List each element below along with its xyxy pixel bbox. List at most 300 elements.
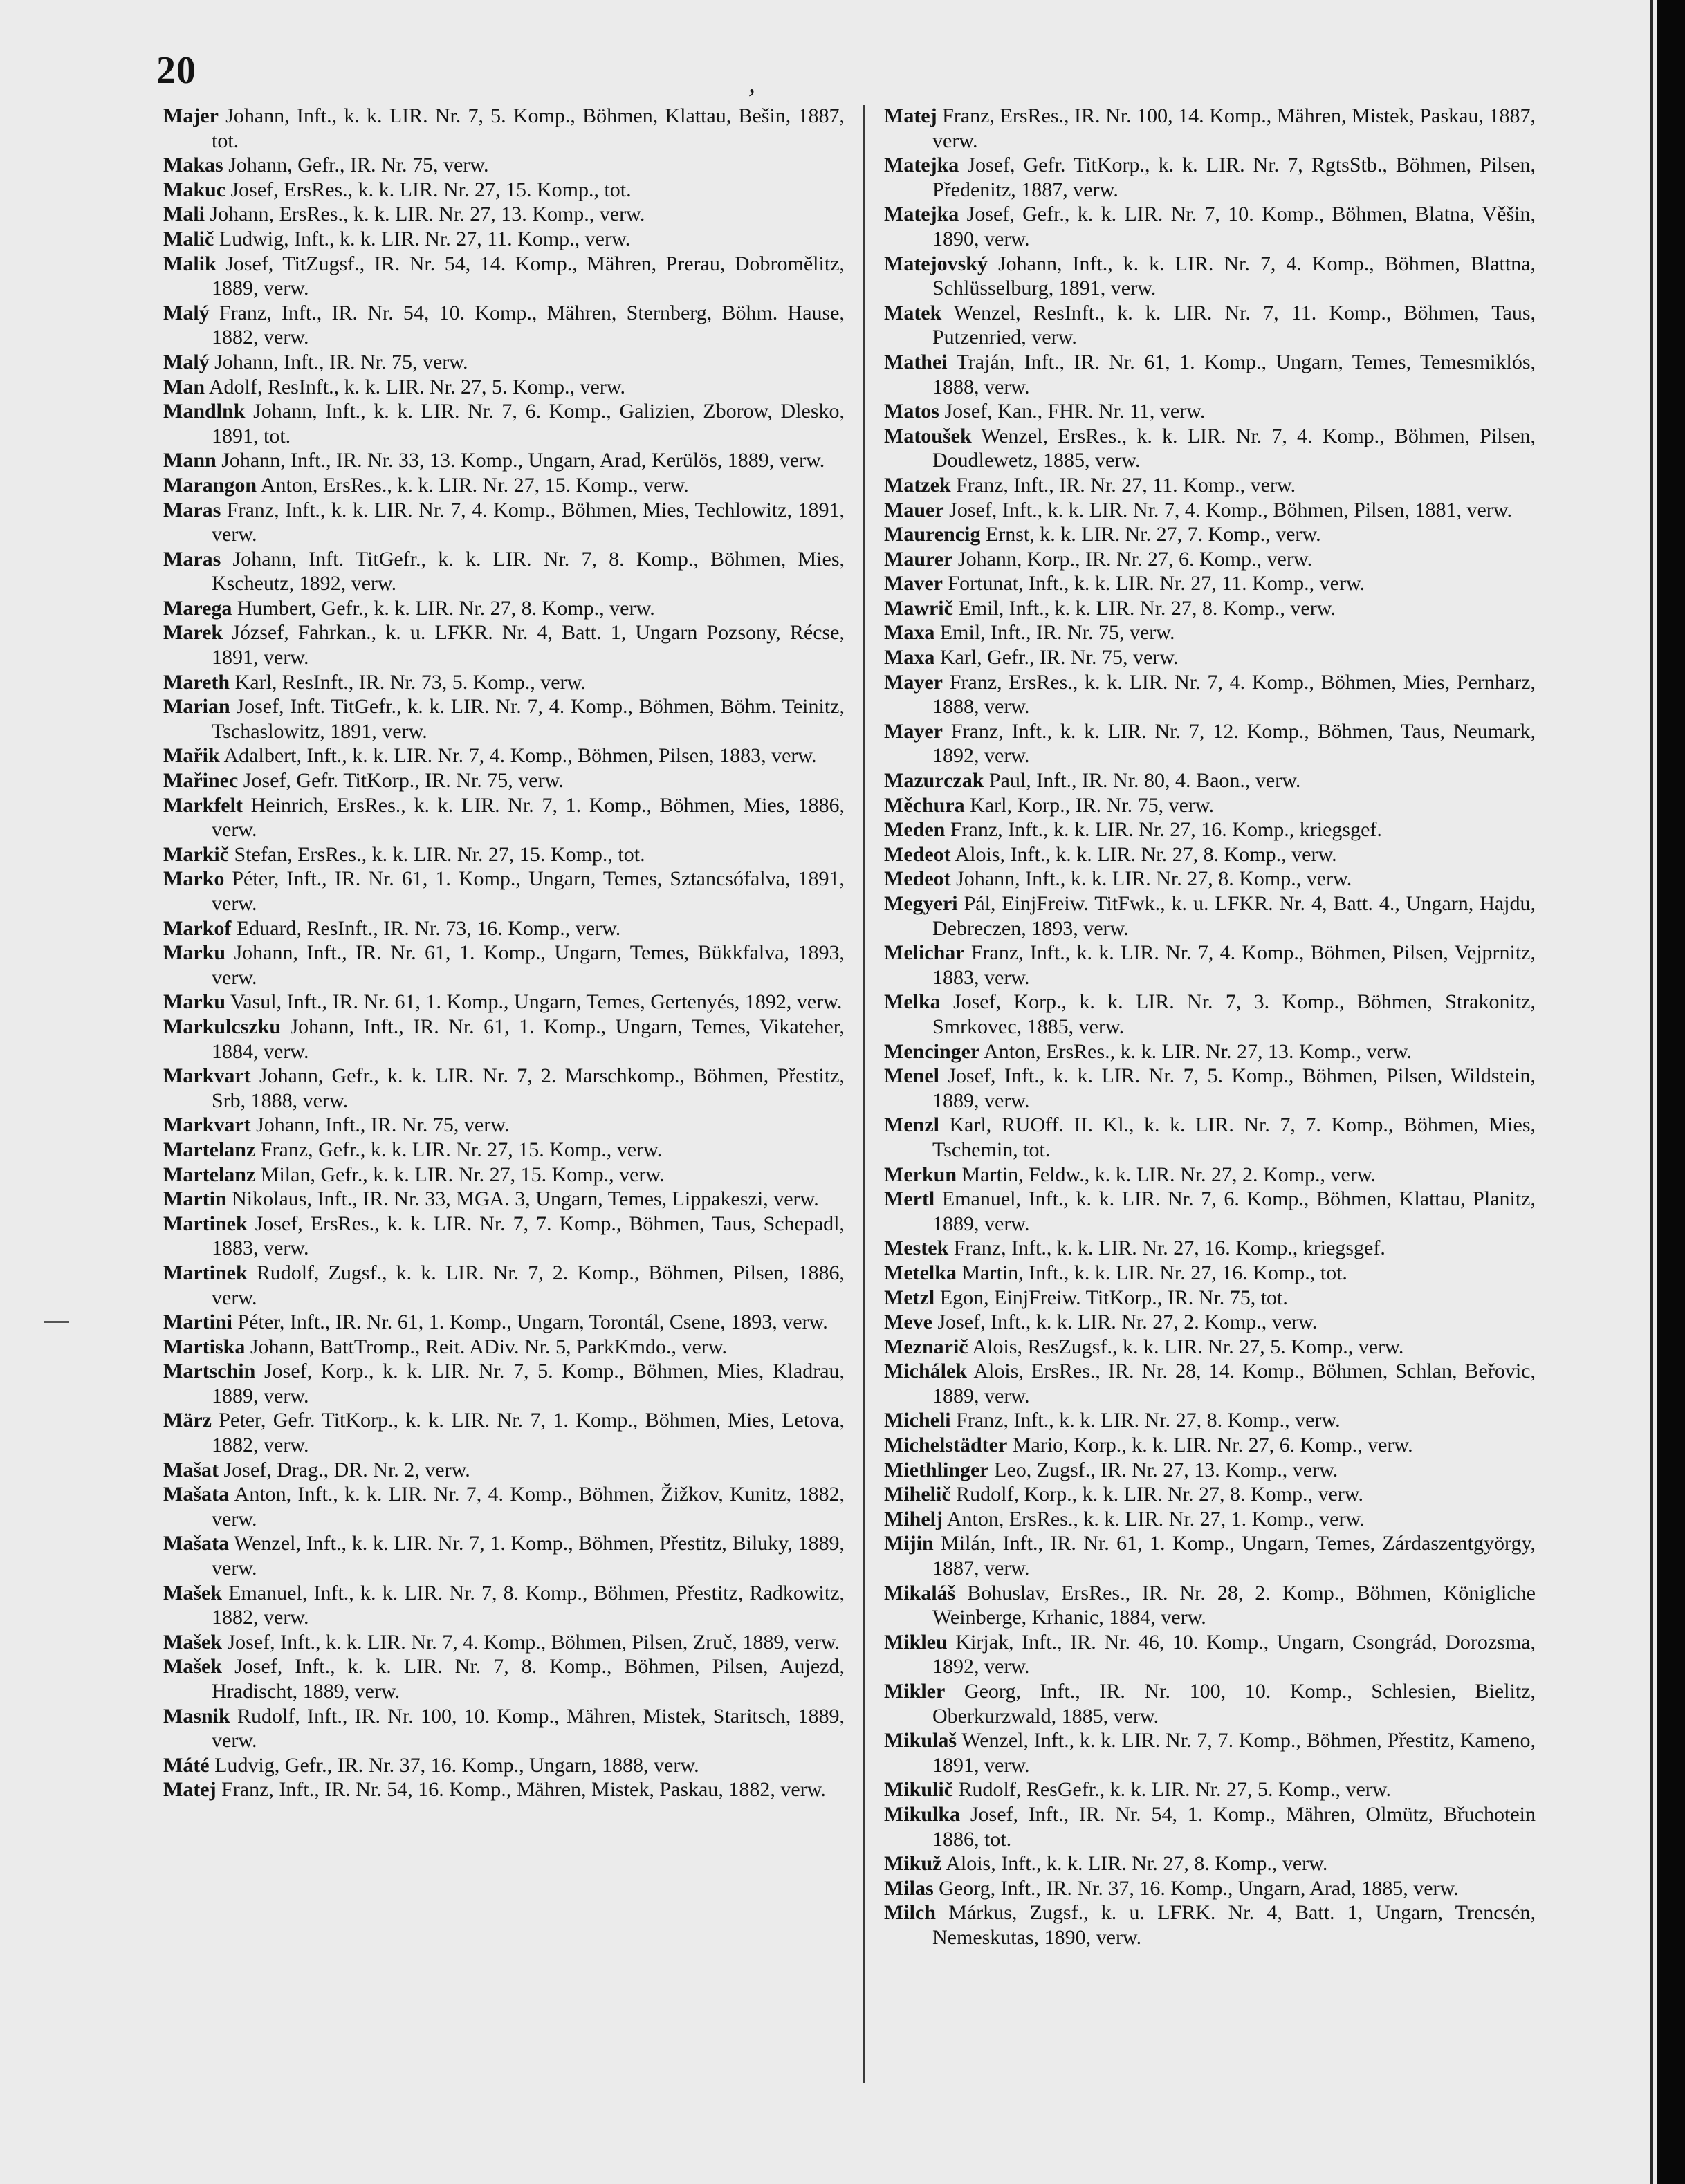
entry-details: Fortunat, Inft., k. k. LIR. Nr. 27, 11. Komp., verw. (948, 572, 1365, 595)
list-item (163, 620, 845, 669)
entry-surname: Martiska (163, 1335, 246, 1358)
entry-details: Josef, ErsRes., k. k. LIR. Nr. 27, 15. Komp., tot. (230, 178, 632, 201)
entry-details: Ludwig, Inft., k. k. LIR. Nr. 27, 11. Komp., verw. (219, 227, 631, 250)
list-item (884, 1113, 1536, 1162)
entry-details: Péter, Inft., IR. Nr. 61, 1. Komp., Ungarn, Temes, Sztancsófalva, 1891, verw. (212, 867, 845, 915)
entry-details: Emil, Inft., k. k. LIR. Nr. 27, 8. Komp., verw. (958, 596, 1336, 620)
list-item (884, 1408, 1536, 1433)
entry-details: Josef, Inft., k. k. LIR. Nr. 7, 8. Komp., Böhmen, Pilsen, Aujezd, Hradischt, 1889, verw. (212, 1655, 845, 1703)
list-item (884, 1163, 1536, 1187)
entry-details: Mario, Korp., k. k. LIR. Nr. 27, 6. Komp., verw. (1012, 1434, 1413, 1457)
entry-surname: Marangon (163, 473, 257, 497)
entry-details: Wenzel, ErsRes., k. k. LIR. Nr. 7, 4. Komp., Böhmen, Pilsen, Doudlewetz, 1885, verw. (932, 424, 1536, 472)
list-item (163, 473, 845, 498)
entry-surname: Michelstädter (884, 1434, 1008, 1457)
list-item (884, 990, 1536, 1039)
list-item (884, 350, 1536, 399)
entry-surname: Martini (163, 1311, 232, 1334)
entry-surname: Matejka (884, 203, 959, 226)
entry-surname: Matejovský (884, 252, 988, 275)
list-item (163, 1261, 845, 1310)
entry-details: Johann, Inft., IR. Nr. 61, 1. Komp., Ungarn, Temes, Bükkfalva, 1893, verw. (212, 941, 845, 989)
entry-details: Wenzel, Inft., k. k. LIR. Nr. 7, 1. Komp., Böhmen, Přestitz, Biluky, 1889, verw. (212, 1532, 845, 1580)
entry-details: Alois, Inft., k. k. LIR. Nr. 27, 8. Komp., verw. (955, 842, 1337, 866)
entry-details: Franz, Inft., k. k. LIR. Nr. 7, 4. Komp., Böhmen, Pilsen, Vejprnitz, 1883, verw. (932, 941, 1536, 989)
right-column (884, 104, 1536, 1950)
entry-details: Emanuel, Inft., k. k. LIR. Nr. 7, 8. Komp., Böhmen, Přestitz, Radkowitz, 1882, verw. (212, 1581, 845, 1629)
entry-details: Kirjak, Inft., IR. Nr. 46, 10. Komp., Ungarn, Csongrád, Dorozsma, 1892, verw. (932, 1630, 1536, 1678)
list-item (884, 670, 1536, 719)
entry-details: Johann, Inft., k. k. LIR. Nr. 7, 4. Komp., Böhmen, Blattna, Schlüsselburg, 1891, verw. (932, 252, 1536, 300)
entry-surname: Mencinger (884, 1039, 980, 1063)
entry-surname: Meden (884, 818, 946, 842)
entry-surname: Markfelt (163, 793, 243, 817)
entry-details: Josef, Inft., IR. Nr. 54, 1. Komp., Mähren, Olmütz, Břuchotein 1886, tot. (932, 1802, 1536, 1851)
entry-surname: Matej (163, 1778, 217, 1802)
scan-border (1657, 0, 1685, 2184)
entry-details: Franz, ErsRes., k. k. LIR. Nr. 7, 4. Komp., Böhmen, Mies, Pernharz, 1888, verw. (932, 670, 1536, 719)
entry-details: Josef, Korp., k. k. LIR. Nr. 7, 3. Komp., Böhmen, Strakonitz, Smrkovec, 1885, verw. (932, 990, 1536, 1038)
list-item (163, 547, 845, 596)
entry-details: Josef, Inft., k. k. LIR. Nr. 27, 2. Komp., verw. (937, 1311, 1318, 1334)
entry-surname: Martinek (163, 1261, 248, 1284)
entry-details: Stefan, ErsRes., k. k. LIR. Nr. 27, 15. Komp., tot. (234, 842, 645, 866)
list-item (163, 1310, 845, 1335)
entry-details: Humbert, Gefr., k. k. LIR. Nr. 27, 8. Komp., verw. (237, 596, 655, 620)
entry-details: Johann, Gefr., k. k. LIR. Nr. 7, 2. Marschkomp., Böhmen, Přestitz, Srb, 1888, verw. (212, 1064, 845, 1112)
entry-details: Nikolaus, Inft., IR. Nr. 33, MGA. 3, Ungarn, Temes, Lippakeszi, verw. (232, 1187, 819, 1211)
entry-details: Josef, Inft., k. k. LIR. Nr. 7, 4. Komp., Böhmen, Pilsen, Zruč, 1889, verw. (227, 1630, 840, 1654)
entry-details: Egon, EinjFreiw. TitKorp., IR. Nr. 75, tot. (939, 1286, 1288, 1309)
list-item (163, 153, 845, 178)
entry-details: Josef, ErsRes., k. k. LIR. Nr. 7, 7. Komp., Böhmen, Taus, Schepadl, 1883, verw. (212, 1212, 845, 1260)
list-item (884, 399, 1536, 424)
list-item (163, 596, 845, 621)
entry-details: Emanuel, Inft., k. k. LIR. Nr. 7, 6. Komp., Böhmen, Klattau, Planitz, 1889, verw. (932, 1187, 1536, 1235)
list-item (884, 891, 1536, 941)
entry-surname: Miethlinger (884, 1458, 989, 1481)
entry-surname: Mikler (884, 1680, 946, 1703)
list-item (884, 1728, 1536, 1777)
list-item (884, 1261, 1536, 1286)
list-item (163, 202, 845, 227)
entry-surname: Mathei (884, 350, 948, 373)
entry-surname: Mašek (163, 1581, 222, 1604)
entry-details: Emil, Inft., IR. Nr. 75, verw. (939, 621, 1175, 645)
entry-surname: Máté (163, 1753, 210, 1777)
entry-details: Alois, ErsRes., IR. Nr. 28, 14. Komp., Böhmen, Schlan, Beřovic, 1889, verw. (932, 1360, 1536, 1407)
entry-details: Ludvig, Gefr., IR. Nr. 37, 16. Komp., Ungarn, 1888, verw. (214, 1753, 699, 1777)
entry-surname: Martin (163, 1187, 227, 1211)
entry-surname: Melka (884, 990, 941, 1014)
entry-surname: Mikulka (884, 1802, 961, 1826)
entry-details: Johann, Inft., IR. Nr. 61, 1. Komp., Ungarn, Temes, Vikateher, 1884, verw. (212, 1015, 845, 1063)
entry-surname: Malý (163, 301, 210, 324)
entry-surname: Makuc (163, 178, 225, 201)
list-item (163, 498, 845, 547)
entry-surname: Mikuž (884, 1852, 942, 1876)
list-item (163, 1482, 845, 1531)
list-item (163, 1408, 845, 1457)
entry-details: Bohuslav, ErsRes., IR. Nr. 28, 2. Komp., Böhmen, Königliche Weinberge, Krhanic, 1884, verw. (932, 1581, 1536, 1629)
entry-surname: Medeot (884, 867, 951, 891)
entry-surname: Mašat (163, 1458, 219, 1481)
list-item (884, 1876, 1536, 1901)
list-item (163, 399, 845, 448)
entry-surname: Markof (163, 916, 232, 940)
list-item (163, 990, 845, 1015)
entry-details: Josef, Korp., k. k. LIR. Nr. 7, 5. Komp., Böhmen, Mies, Kladrau, 1889, verw. (212, 1360, 845, 1407)
list-item (163, 1458, 845, 1483)
entry-surname: Mašek (163, 1655, 222, 1678)
list-item (163, 104, 845, 153)
entry-details: Josef, TitZugsf., IR. Nr. 54, 14. Komp., Mähren, Prerau, Dobromělitz, 1889, verw. (212, 252, 845, 300)
entry-details: Rudolf, Korp., k. k. LIR. Nr. 27, 8. Komp., verw. (956, 1483, 1363, 1506)
entry-details: József, Fahrkan., k. u. LFKR. Nr. 4, Batt. 1, Ungarn Pozsony, Récse, 1891, verw. (212, 621, 845, 669)
list-item (163, 1581, 845, 1630)
list-item (884, 1458, 1536, 1483)
list-item (884, 620, 1536, 645)
page-number: 20 (156, 49, 196, 92)
entry-details: Ernst, k. k. LIR. Nr. 27, 7. Komp., verw. (985, 523, 1321, 546)
entry-details: Karl, RUOff. II. Kl., k. k. LIR. Nr. 7, 7. Komp., Böhmen, Mies, Tschemin, tot. (932, 1113, 1536, 1161)
entry-surname: Marku (163, 941, 225, 965)
list-item (884, 1581, 1536, 1630)
list-item (884, 1286, 1536, 1311)
entry-details: Paul, Inft., IR. Nr. 80, 4. Baon., verw. (988, 769, 1301, 793)
entry-surname: Majer (163, 104, 219, 127)
entry-surname: Mihelič (884, 1483, 951, 1506)
entry-details: Franz, Inft., IR. Nr. 54, 10. Komp., Mähren, Sternberg, Böhm. Hause, 1882, verw. (212, 301, 845, 349)
entry-details: Josef, Gefr., k. k. LIR. Nr. 7, 10. Komp., Böhmen, Blatna, Věšin, 1890, verw. (932, 203, 1536, 250)
entry-surname: Merkun (884, 1163, 957, 1186)
entry-surname: Maxa (884, 621, 935, 645)
entry-details: Franz, Inft., IR. Nr. 27, 11. Komp., verw. (956, 473, 1296, 497)
entry-surname: Martschin (163, 1360, 256, 1383)
list-item (163, 448, 845, 473)
list-item (163, 301, 845, 350)
entry-details: Wenzel, ResInft., k. k. LIR. Nr. 7, 11. Komp., Böhmen, Taus, Putzenried, verw. (932, 301, 1536, 349)
entry-details: Johann, Inft., k. k. LIR. Nr. 7, 6. Komp., Galizien, Zborow, Dlesko, 1891, tot. (212, 400, 845, 447)
entry-details: Péter, Inft., IR. Nr. 61, 1. Komp., Ungarn, Torontál, Csene, 1893, verw. (237, 1311, 828, 1334)
list-item (884, 1335, 1536, 1360)
entry-details: Josef, Gefr. TitKorp., IR. Nr. 75, verw. (243, 769, 564, 793)
list-item (884, 473, 1536, 498)
list-item (884, 1531, 1536, 1580)
list-item (884, 1236, 1536, 1261)
entry-surname: Mašek (163, 1630, 222, 1654)
list-item (884, 793, 1536, 818)
entry-details: Rudolf, Zugsf., k. k. LIR. Nr. 7, 2. Komp., Böhmen, Pilsen, 1886, verw. (212, 1261, 845, 1309)
entry-surname: Micheli (884, 1409, 951, 1432)
entry-details: Martin, Inft., k. k. LIR. Nr. 27, 16. Komp., tot. (961, 1261, 1347, 1284)
list-item (163, 1531, 845, 1580)
entry-details: Franz, Gefr., k. k. LIR. Nr. 27, 15. Komp., verw. (260, 1138, 663, 1161)
entry-surname: Meznarič (884, 1335, 968, 1358)
entry-details: Josef, Inft., k. k. LIR. Nr. 7, 5. Komp., Böhmen, Pilsen, Wildstein, 1889, verw. (932, 1064, 1536, 1112)
list-item (163, 1163, 845, 1187)
entry-surname: Melichar (884, 941, 965, 965)
list-item (163, 916, 845, 941)
entry-surname: Mašata (163, 1483, 229, 1506)
entry-details: Adalbert, Inft., k. k. LIR. Nr. 7, 4. Komp., Böhmen, Pilsen, 1883, verw. (223, 744, 817, 768)
entry-details: Alois, Inft., k. k. LIR. Nr. 27, 8. Komp., verw. (946, 1852, 1328, 1876)
list-item (163, 1704, 845, 1753)
entry-details: Anton, ErsRes., k. k. LIR. Nr. 27, 13. Komp., verw. (984, 1039, 1412, 1063)
list-item (884, 301, 1536, 350)
list-item (163, 178, 845, 203)
list-item (884, 424, 1536, 473)
entry-details: Peter, Gefr. TitKorp., k. k. LIR. Nr. 7, 1. Komp., Böhmen, Mies, Letova, 1882, verw. (212, 1409, 845, 1457)
entry-surname: Menzl (884, 1113, 939, 1137)
list-item (884, 1900, 1536, 1950)
entry-details: Franz, Inft., k. k. LIR. Nr. 7, 4. Komp., Böhmen, Mies, Techlowitz, 1891, verw. (212, 498, 845, 546)
entry-details: Franz, Inft., k. k. LIR. Nr. 27, 8. Komp., verw. (956, 1409, 1341, 1432)
list-item (163, 1064, 845, 1113)
entry-surname: Matej (884, 104, 937, 127)
list-item (163, 252, 845, 301)
entry-surname: Man (163, 375, 205, 398)
entry-surname: Markvart (163, 1113, 251, 1137)
entry-surname: Matzek (884, 473, 951, 497)
list-item (884, 153, 1536, 202)
entry-surname: Martinek (163, 1212, 248, 1235)
entry-surname: Mareth (163, 670, 230, 694)
list-item (884, 104, 1536, 153)
entry-surname: Markvart (163, 1064, 251, 1088)
list-item (884, 1777, 1536, 1802)
entry-details: Karl, ResInft., IR. Nr. 73, 5. Komp., verw. (234, 670, 586, 694)
entry-surname: Matos (884, 400, 939, 423)
entry-details: Milan, Gefr., k. k. LIR. Nr. 27, 15. Komp., verw. (260, 1163, 665, 1186)
entry-surname: Mestek (884, 1237, 949, 1260)
entry-details: Josef, Kan., FHR. Nr. 11, verw. (944, 400, 1206, 423)
entry-surname: Měchura (884, 793, 965, 817)
entry-details: Josef, Drag., DR. Nr. 2, verw. (223, 1458, 470, 1481)
entry-surname: Marku (163, 990, 225, 1014)
entry-surname: Markič (163, 842, 229, 866)
entry-details: Milán, Inft., IR. Nr. 61, 1. Komp., Ungarn, Temes, Zárdaszentgyörgy, 1887, verw. (932, 1532, 1536, 1580)
entry-surname: Makas (163, 154, 223, 177)
entry-details: Johann, ErsRes., k. k. LIR. Nr. 27, 13. Komp., verw. (210, 203, 645, 226)
list-item (884, 571, 1536, 596)
list-item (163, 1138, 845, 1163)
entry-surname: Mikaláš (884, 1581, 956, 1604)
list-item (163, 1212, 845, 1261)
entry-details: Franz, Inft., IR. Nr. 54, 16. Komp., Mähren, Mistek, Paskau, 1882, verw. (221, 1778, 826, 1802)
entry-surname: März (163, 1409, 212, 1432)
entry-details: Martin, Feldw., k. k. LIR. Nr. 27, 2. Komp., verw. (961, 1163, 1376, 1186)
list-item (163, 1335, 845, 1360)
list-item (884, 1802, 1536, 1851)
column-divider (863, 105, 865, 2083)
left-column (163, 104, 845, 1802)
entry-details: Rudolf, ResGefr., k. k. LIR. Nr. 27, 5. Komp., verw. (958, 1778, 1392, 1802)
entry-details: Johann, Inft., IR. Nr. 75, verw. (256, 1113, 510, 1137)
entry-surname: Mařik (163, 744, 220, 768)
entry-surname: Mawrič (884, 596, 953, 620)
entry-surname: Marko (163, 867, 225, 891)
entry-details: Franz, Inft., k. k. LIR. Nr. 27, 16. Komp., kriegsgef. (950, 818, 1382, 842)
entry-details: Eduard, ResInft., IR. Nr. 73, 16. Komp., verw. (236, 916, 621, 940)
entry-details: Franz, Inft., k. k. LIR. Nr. 27, 16. Komp., kriegsgef. (953, 1237, 1385, 1260)
list-item (884, 645, 1536, 670)
list-item (884, 1310, 1536, 1335)
entry-details: Vasul, Inft., IR. Nr. 61, 1. Komp., Ungarn, Temes, Gertenyés, 1892, verw. (230, 990, 842, 1014)
entry-surname: Mašata (163, 1532, 229, 1555)
list-item (884, 1630, 1536, 1679)
entry-details: Heinrich, ErsRes., k. k. LIR. Nr. 7, 1. Komp., Böhmen, Mies, 1886, verw. (212, 793, 845, 842)
entry-surname: Masnik (163, 1704, 230, 1728)
list-item (884, 768, 1536, 793)
entry-details: Johann, Inft., IR. Nr. 75, verw. (214, 350, 468, 373)
list-item (163, 1113, 845, 1138)
entry-surname: Martelanz (163, 1138, 256, 1161)
entry-details: Adolf, ResInft., k. k. LIR. Nr. 27, 5. Komp., verw. (208, 375, 626, 398)
list-item (163, 694, 845, 743)
entry-surname: Marega (163, 596, 232, 620)
list-item (884, 842, 1536, 867)
entry-surname: Mařinec (163, 769, 239, 793)
page-edge-rule (1650, 0, 1653, 2184)
entry-details: Franz, Inft., k. k. LIR. Nr. 7, 12. Komp., Böhmen, Taus, Neumark, 1892, verw. (932, 719, 1536, 768)
entry-surname: Menel (884, 1064, 939, 1088)
entry-surname: Metzl (884, 1286, 935, 1309)
entry-surname: Milch (884, 1901, 936, 1925)
list-item (163, 842, 845, 867)
list-item (884, 1187, 1536, 1236)
entry-details: Johann, Inft., k. k. LIR. Nr. 27, 8. Komp., verw. (956, 867, 1352, 891)
entry-details: Franz, ErsRes., IR. Nr. 100, 14. Komp., Mähren, Mistek, Paskau, 1887, verw. (932, 104, 1536, 152)
entry-surname: Michálek (884, 1360, 967, 1383)
entry-details: Leo, Zugsf., IR. Nr. 27, 13. Komp., verw. (994, 1458, 1338, 1481)
list-item (884, 1851, 1536, 1876)
list-item (163, 1753, 845, 1778)
entry-surname: Mayer (884, 670, 943, 694)
entry-surname: Maxa (884, 646, 935, 669)
entry-surname: Mali (163, 203, 205, 226)
entry-details: Josef, Gefr. TitKorp., k. k. LIR. Nr. 7, RgtsStb., Böhmen, Pilsen, Předenitz, 1887, verw. (932, 154, 1536, 201)
entry-details: Márkus, Zugsf., k. u. LFRK. Nr. 4, Batt. 1, Ungarn, Trencsén, Nemeskutas, 1890, verw. (932, 1901, 1536, 1949)
entry-surname: Medeot (884, 842, 951, 866)
list-item (884, 1482, 1536, 1507)
entry-surname: Malič (163, 227, 214, 250)
margin-dash (44, 1321, 69, 1323)
entry-details: Johann, Inft., IR. Nr. 33, 13. Komp., Ungarn, Arad, Kerülös, 1889, verw. (221, 449, 825, 472)
list-item (163, 1777, 845, 1802)
entry-details: Josef, Inft., k. k. LIR. Nr. 7, 4. Komp., Böhmen, Pilsen, 1881, verw. (949, 498, 1512, 521)
list-item (163, 1187, 845, 1212)
list-item (163, 867, 845, 916)
entry-surname: Metelka (884, 1261, 957, 1284)
list-item (884, 498, 1536, 523)
entry-details: Traján, Inft., IR. Nr. 61, 1. Komp., Ungarn, Temes, Temesmiklós, 1888, verw. (932, 350, 1536, 398)
list-item (163, 1359, 845, 1408)
entry-details: Josef, Inft. TitGefr., k. k. LIR. Nr. 7, 4. Komp., Böhmen, Böhm. Teinitz, Tschaslowitz, 1891, verw. (212, 695, 845, 743)
list-item (884, 252, 1536, 301)
entry-surname: Mandlnk (163, 400, 246, 423)
list-item (163, 941, 845, 990)
entry-details: Anton, ErsRes., k. k. LIR. Nr. 27, 15. Komp., verw. (260, 473, 689, 497)
list-item (884, 1039, 1536, 1064)
list-item (163, 375, 845, 400)
entry-surname: Mertl (884, 1187, 935, 1211)
entry-details: Alois, ResZugsf., k. k. LIR. Nr. 27, 5. Komp., verw. (972, 1335, 1404, 1358)
list-item (163, 670, 845, 695)
list-item (884, 941, 1536, 990)
entry-surname: Maras (163, 547, 221, 571)
list-item (884, 1507, 1536, 1532)
entry-surname: Markulcszku (163, 1015, 282, 1038)
entry-surname: Matek (884, 301, 942, 324)
entry-surname: Megyeri (884, 892, 958, 915)
list-item (884, 1359, 1536, 1408)
entry-details: Pál, EinjFreiw. TitFwk., k. u. LFKR. Nr. 4, Batt. 4., Ungarn, Hajdu, Debreczen, 1893, verw. (932, 892, 1536, 940)
list-item (884, 547, 1536, 572)
entry-surname: Martelanz (163, 1163, 256, 1186)
list-item (163, 793, 845, 842)
entry-details: Johann, Gefr., IR. Nr. 75, verw. (228, 154, 489, 177)
entry-details: Johann, BattTromp., Reit. ADiv. Nr. 5, ParkKmdo., verw. (250, 1335, 727, 1358)
entry-surname: Marek (163, 621, 223, 645)
list-item (884, 867, 1536, 891)
list-item (884, 719, 1536, 768)
list-item (163, 768, 845, 793)
list-item (884, 1064, 1536, 1113)
entry-surname: Marian (163, 695, 230, 719)
entry-details: Johann, Inft. TitGefr., k. k. LIR. Nr. 7, 8. Komp., Böhmen, Mies, Kscheutz, 1892, verw. (212, 547, 845, 595)
entry-surname: Mauer (884, 498, 944, 521)
entry-details: Georg, Inft., IR. Nr. 100, 10. Komp., Schlesien, Bielitz, Oberkurzwald, 1885, verw. (932, 1680, 1536, 1728)
entry-surname: Mikulaš (884, 1729, 957, 1752)
list-item (163, 1015, 845, 1064)
entry-details: Johann, Korp., IR. Nr. 27, 6. Komp., verw. (957, 547, 1313, 571)
entry-surname: Mikleu (884, 1630, 948, 1654)
list-item (884, 1679, 1536, 1728)
entry-details: Johann, Inft., k. k. LIR. Nr. 7, 5. Komp., Böhmen, Klattau, Bešin, 1887, tot. (212, 104, 845, 152)
list-item (884, 522, 1536, 547)
entry-surname: Mazurczak (884, 769, 984, 793)
entry-details: Wenzel, Inft., k. k. LIR. Nr. 7, 7. Komp., Böhmen, Přestitz, Kameno, 1891, verw. (932, 1729, 1536, 1777)
entry-details: Karl, Korp., IR. Nr. 75, verw. (970, 793, 1215, 817)
entry-surname: Meve (884, 1311, 932, 1334)
list-item (884, 817, 1536, 842)
entry-details: Anton, Inft., k. k. LIR. Nr. 7, 4. Komp., Böhmen, Žižkov, Kunitz, 1882, verw. (212, 1483, 845, 1530)
entry-surname: Maurer (884, 547, 953, 571)
entry-surname: Maras (163, 498, 221, 521)
entry-details: Rudolf, Inft., IR. Nr. 100, 10. Komp., Mähren, Mistek, Staritsch, 1889, verw. (212, 1704, 845, 1752)
entry-surname: Milas (884, 1876, 934, 1900)
list-item (163, 743, 845, 768)
entry-surname: Matejka (884, 154, 959, 177)
entry-details: Karl, Gefr., IR. Nr. 75, verw. (939, 646, 1179, 669)
list-item (884, 1433, 1536, 1458)
list-item (884, 202, 1536, 251)
entry-surname: Maver (884, 572, 943, 595)
entry-surname: Matoušek (884, 424, 972, 447)
margin-mark: , (748, 67, 755, 98)
entry-surname: Mihelj (884, 1507, 943, 1530)
entry-details: Georg, Inft., IR. Nr. 37, 16. Komp., Ungarn, Arad, 1885, verw. (939, 1876, 1459, 1900)
entry-surname: Malý (163, 350, 210, 373)
list-item (163, 1654, 845, 1703)
list-item (884, 596, 1536, 621)
list-item (163, 1630, 845, 1655)
entry-details: Anton, ErsRes., k. k. LIR. Nr. 27, 1. Komp., verw. (946, 1507, 1365, 1530)
entry-surname: Mann (163, 449, 217, 472)
entry-surname: Mayer (884, 719, 943, 743)
list-item (163, 350, 845, 375)
